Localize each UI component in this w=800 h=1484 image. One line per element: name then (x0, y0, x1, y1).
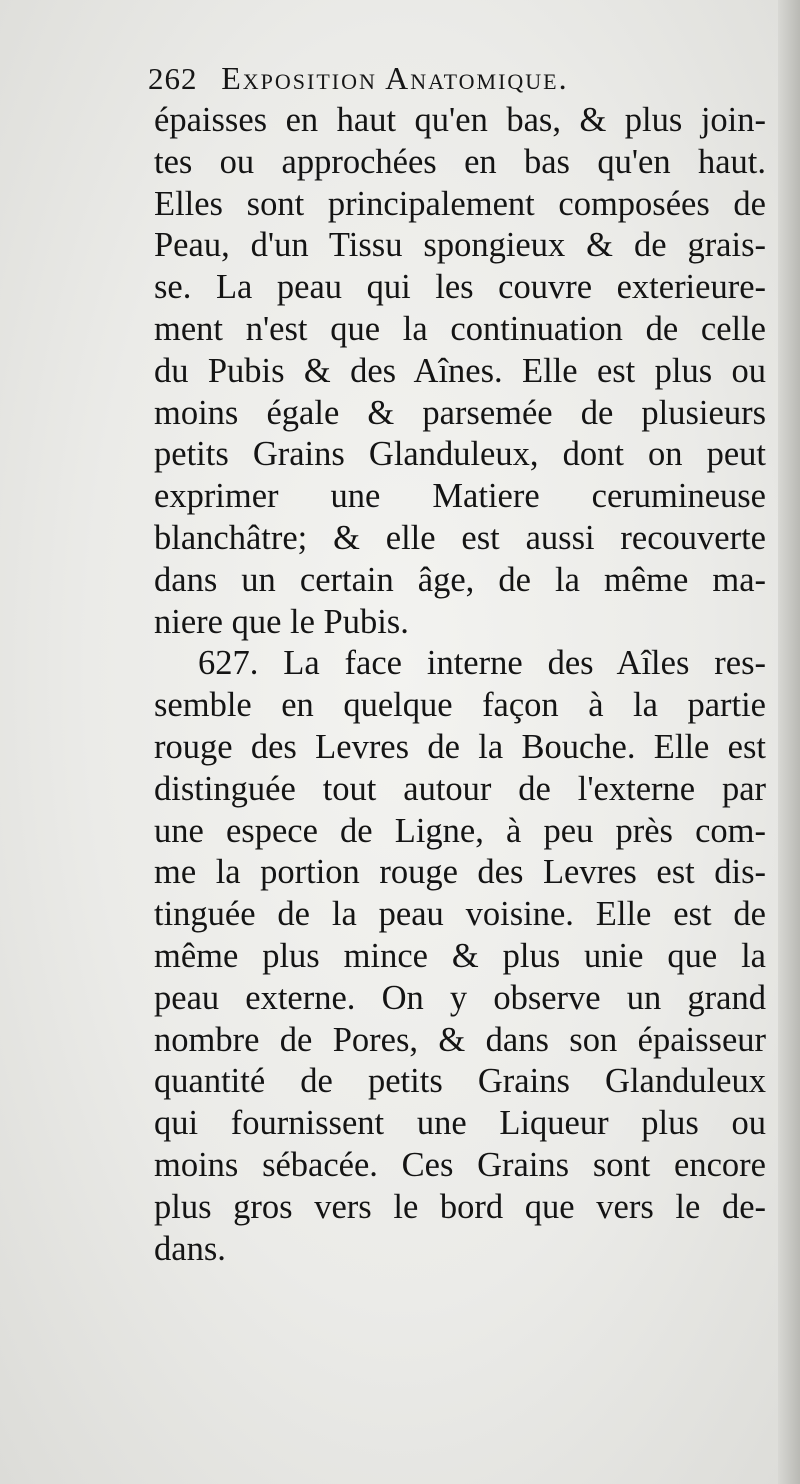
text-line: rouge des Levres de la Bouche. Elle est (154, 727, 766, 766)
text-line: petits Grains Glanduleux, dont on peut (154, 435, 766, 474)
text-line: même plus mince & plus unie que la (154, 936, 766, 975)
text-line: nombre de Pores, & dans son épaisseur (154, 1020, 766, 1059)
text-line: du Pubis & des Aînes. Elle est plus ou (154, 351, 766, 390)
text-line: se. La peau qui les couvre exterieure- (154, 268, 766, 307)
text-line: semble en quelque façon à la partie (154, 686, 766, 725)
text-line: dans. (154, 1229, 226, 1268)
text-line: 627. La face interne des Aîles res- (198, 644, 766, 683)
text-line: quantité de petits Grains Glanduleux (154, 1062, 766, 1101)
body-text (154, 100, 766, 1270)
text-line: Elles sont principalement composées de (154, 184, 766, 223)
page-gutter (778, 0, 800, 1484)
text-line: moins sébacée. Ces Grains sont encore (154, 1145, 766, 1184)
text-line: dans un certain âge, de la même ma- (154, 560, 766, 599)
text-line: tinguée de la peau voisine. Elle est de (154, 895, 766, 934)
text-line: exprimer une Matiere cerumineuse (154, 477, 766, 516)
text-line: épaisses en haut qu'en bas, & plus join- (154, 101, 766, 139)
page-number: 262 (148, 61, 198, 96)
text-line: me la portion rouge des Levres est dis- (154, 853, 766, 892)
text-line: ment n'est que la continuation de celle (154, 309, 766, 348)
text-line: qui fournissent une Liqueur plus ou (154, 1104, 766, 1143)
text-line: blanchâtre; & elle est aussi recouverte (154, 518, 766, 557)
text-line: tes ou approchées en bas qu'en haut. (154, 142, 766, 181)
text-line: Peau, d'un Tissu spongieux & de grais- (154, 226, 766, 265)
text-line: une espece de Ligne, à peu près com- (154, 811, 766, 850)
running-title: Exposition Anatomique. (221, 60, 569, 96)
text-line: distinguée tout autour de l'externe par (154, 769, 766, 808)
text-line: moins égale & parsemée de plusieurs (154, 393, 766, 432)
text-line: niere que le Pubis. (154, 602, 409, 641)
text-line: peau externe. On y observe un grand (154, 978, 766, 1017)
text-line: plus gros vers le bord que vers le de- (154, 1187, 766, 1226)
